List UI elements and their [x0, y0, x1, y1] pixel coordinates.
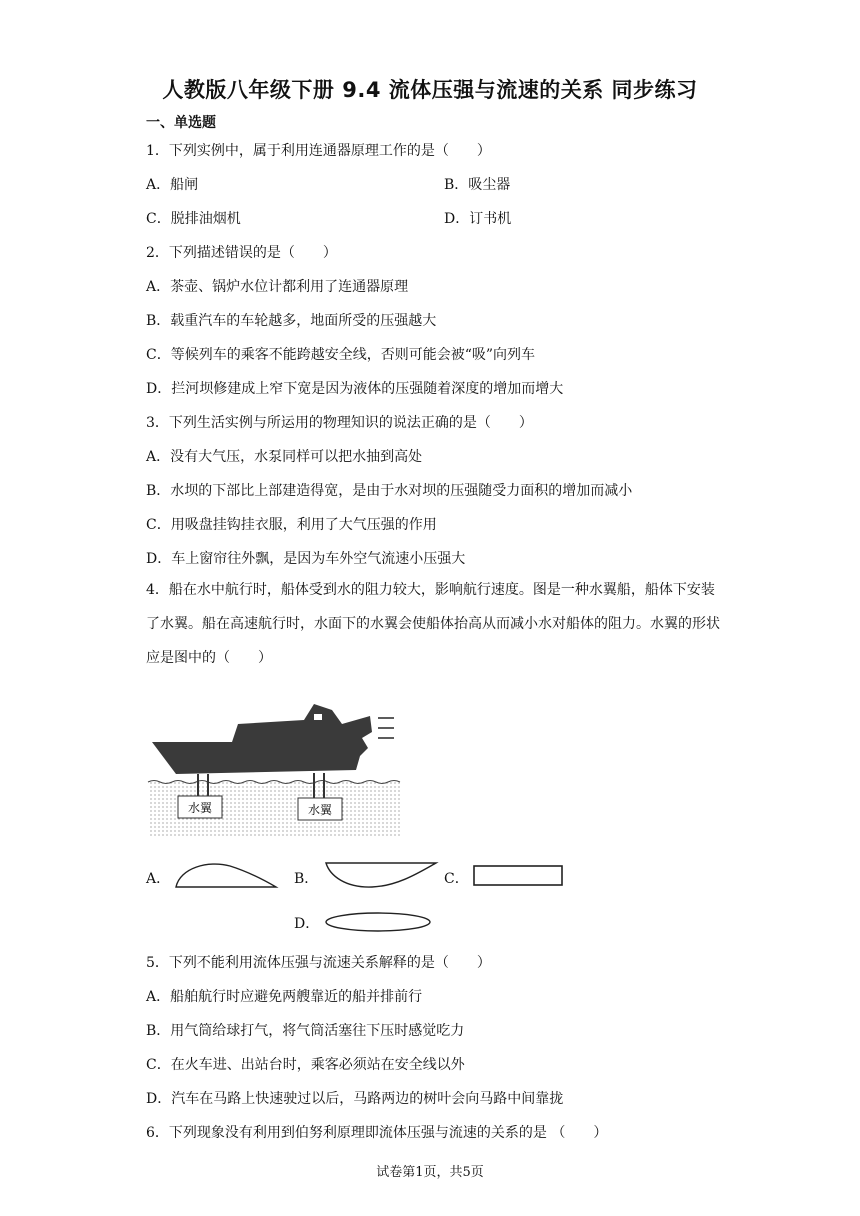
hydrofoil-boat-figure	[146, 694, 402, 840]
q3-option-a[interactable]: A．没有大气压，水泵同样可以把水抽到高处	[146, 449, 423, 465]
question-5-stem: 5．下列不能利用流体压强与流速关系解释的是（ ）	[146, 955, 491, 971]
q3-option-b[interactable]: B．水坝的下部比上部建造得宽，是由于水对坝的压强随受力面积的增加而减小	[146, 483, 633, 499]
q2-option-c[interactable]: C．等候列车的乘客不能跨越安全线，否则可能会被“吸”向列车	[146, 347, 536, 363]
foil-shape-b[interactable]	[324, 860, 438, 890]
question-6-stem: 6．下列现象没有利用到伯努利原理即流体压强与流速的关系的是 （ ）	[146, 1125, 608, 1141]
q1-option-c[interactable]: C．脱排油烟机	[146, 211, 241, 227]
hydrofoil-label-2: 水翼	[307, 803, 333, 817]
q4-option-d[interactable]: D．	[294, 916, 320, 932]
q1-option-b[interactable]: B．吸尘器	[444, 177, 511, 193]
q5-option-b[interactable]: B．用气筒给球打气，将气筒活塞往下压时感觉吃力	[146, 1023, 465, 1039]
page-footer: 试卷第1页，共5页	[376, 1165, 484, 1180]
q2-option-d[interactable]: D．拦河坝修建成上窄下宽是因为液体的压强随着深度的增加而增大	[146, 381, 564, 397]
q5-option-c[interactable]: C．在火车进、出站台时，乘客必须站在安全线以外	[146, 1057, 465, 1073]
q2-option-a[interactable]: A．茶壶、锅炉水位计都利用了连通器原理	[146, 279, 409, 295]
foil-shape-d[interactable]	[324, 910, 434, 934]
question-4-stem: 4．船在水中航行时，船体受到水的阻力较大，影响航行速度。图是一种水翼船，船体下安装了水翼。船在高速航行时，水面下的水翼会使船体抬高从而减小水对船体的阻力。水翼的形状应是图中的（ ）	[146, 582, 720, 666]
q4-option-b[interactable]: B．	[294, 871, 319, 887]
question-3-stem: 3．下列生活实例与所运用的物理知识的说法正确的是（ ）	[146, 415, 533, 431]
q4-option-a[interactable]: A．	[146, 871, 171, 887]
q3-option-d[interactable]: D．车上窗帘往外飘，是因为车外空气流速小压强大	[146, 551, 466, 567]
foil-shape-a[interactable]	[174, 860, 278, 890]
q1-option-a[interactable]: A．船闸	[146, 177, 199, 193]
section-heading: 一、单选题	[146, 115, 216, 131]
wind-lines-icon	[378, 718, 394, 738]
boat-hull	[152, 704, 372, 774]
hydrofoil-label-1: 水翼	[187, 801, 213, 815]
q5-option-d[interactable]: D．汽车在马路上快速驶过以后，马路两边的树叶会向马路中间靠拢	[146, 1091, 564, 1107]
q5-option-a[interactable]: A．船舶航行时应避免两艘靠近的船并排前行	[146, 989, 423, 1005]
q1-option-d[interactable]: D．订书机	[444, 211, 512, 227]
q4-option-c[interactable]: C．	[444, 871, 469, 887]
boat-window	[314, 714, 322, 720]
page-title: 人教版八年级下册 9.4 流体压强与流速的关系 同步练习	[162, 78, 698, 102]
foil-shape-c[interactable]	[472, 864, 566, 888]
q3-option-c[interactable]: C．用吸盘挂钩挂衣服，利用了大气压强的作用	[146, 517, 437, 533]
question-2-stem: 2．下列描述错误的是（ ）	[146, 245, 337, 261]
q2-option-b[interactable]: B．载重汽车的车轮越多，地面所受的压强越大	[146, 313, 437, 329]
question-1-stem: 1．下列实例中，属于利用连通器原理工作的是（ ）	[146, 143, 491, 159]
